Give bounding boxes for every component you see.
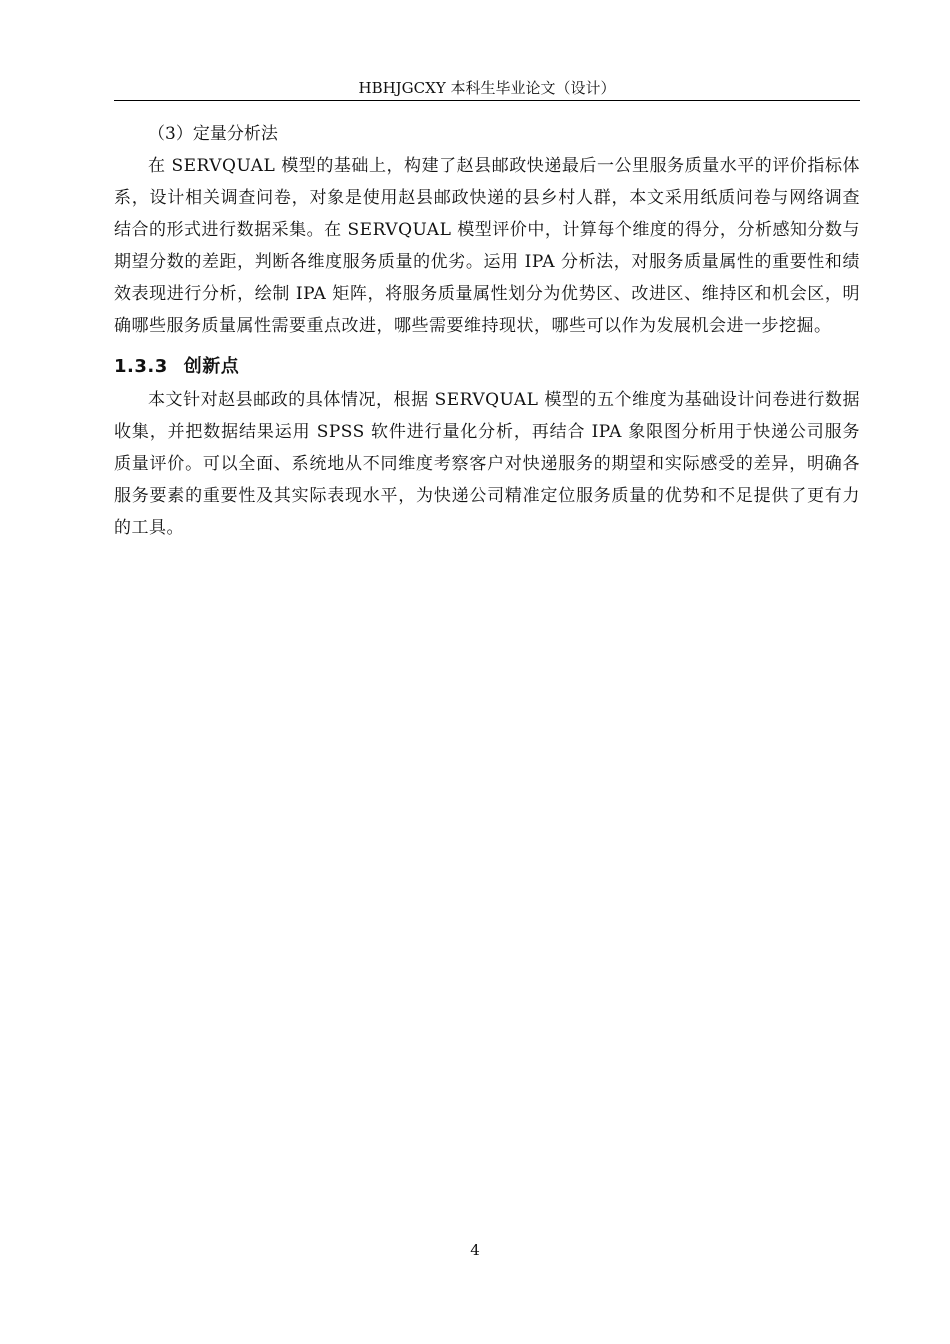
section-heading-title: 创新点 <box>183 356 240 377</box>
section-heading-number: 1.3.3 <box>114 356 168 377</box>
innovation-paragraph: 本文针对赵县邮政的具体情况，根据 SERVQUAL 模型的五个维度为基础设计问卷进行数据收集，并把数据结果运用 SPSS 软件进行量化分析，再结合 IPA 象限图分析用于快递公司服务质量评价。可以全面、系统地从不同维度考察客户对快递服务的期望和实际感受的差异，明确各服务要素的重要性及其实际表现水平，为快递公司精准定位服务质量的优势和不足提供了更有力的工具。 <box>114 390 860 538</box>
method-subheading: （3）定量分析法 <box>148 124 278 144</box>
section-heading <box>114 350 860 384</box>
page-body <box>114 118 860 544</box>
running-header: HBHJGCXY 本科生毕业论文（设计） <box>358 79 616 97</box>
header-rule <box>114 100 860 101</box>
method-paragraph: 在 SERVQUAL 模型的基础上，构建了赵县邮政快递最后一公里服务质量水平的评价指标体系，设计相关调查问卷，对象是使用赵县邮政快递的县乡村人群，本文采用纸质问卷与网络调查结合的形式进行数据采集。在 SERVQUAL 模型评价中，计算每个维度的得分，分析感知分数与期望分数的差距，判断各维度服务质量的优劣。运用 IPA 分析法，对服务质量属性的重要性和绩效表现进行分析，绘制 IPA 矩阵，将服务质量属性划分为优势区、改进区、维持区和机会区，明确哪些服务质量属性需要重点改进，哪些需要维持现状，哪些可以作为发展机会进一步挖掘。 <box>114 156 860 336</box>
page-number: 4 <box>470 1241 480 1259</box>
